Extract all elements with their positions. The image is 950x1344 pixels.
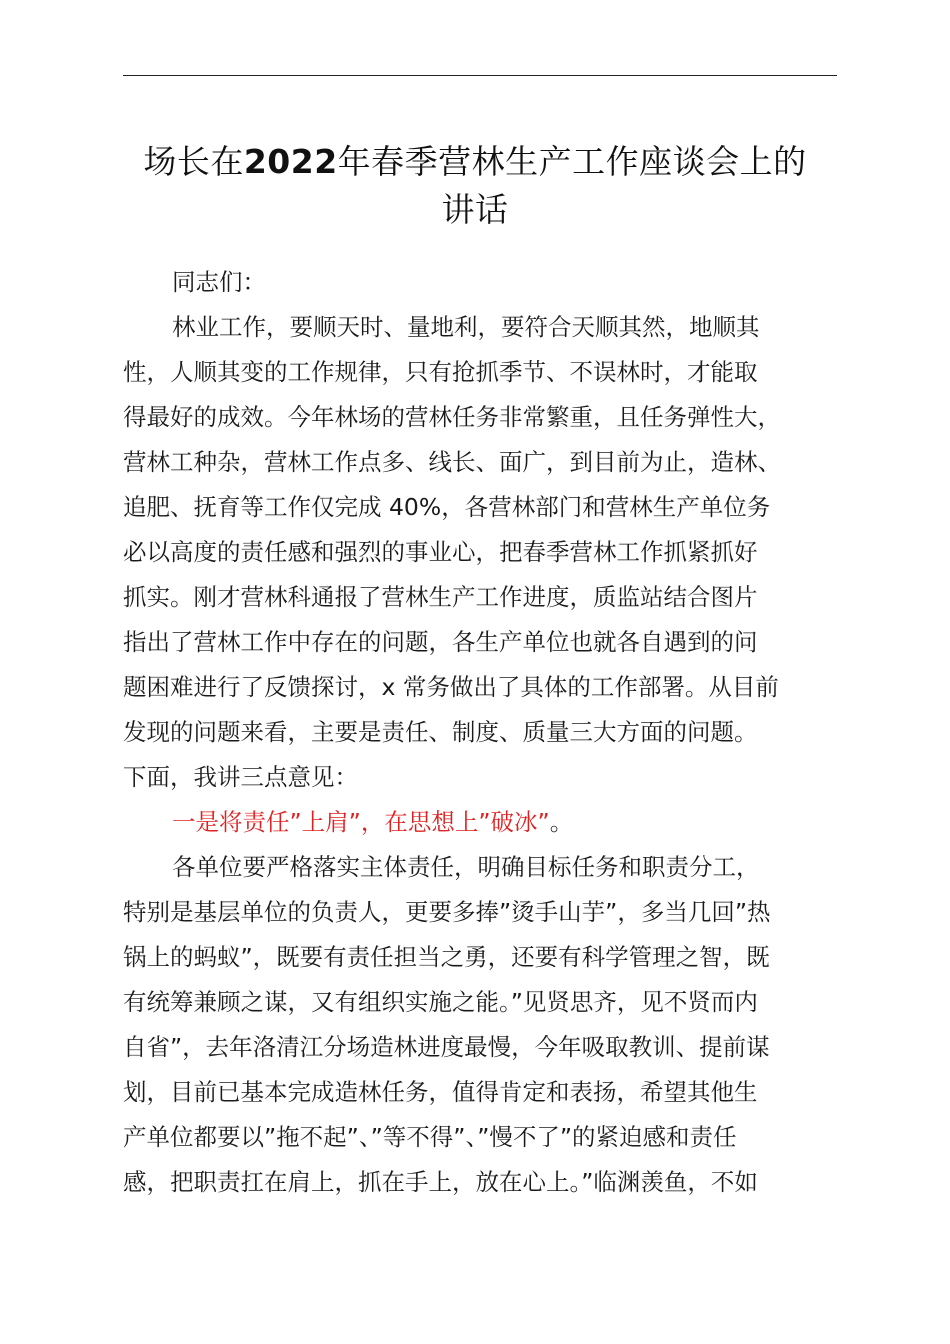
header-rule: [123, 75, 837, 76]
title-suffix: 年春季营林生产工作座谈会上的: [337, 142, 807, 181]
title-line-2: 讲话: [441, 190, 509, 229]
text-line: [123, 890, 837, 935]
line-text: 有统筹兼顾之谋，又有组织实施之能。”见贤思齐，见不贤而内: [123, 988, 758, 1016]
text-line: [123, 395, 837, 440]
text-line: [123, 1115, 837, 1160]
title-line-1: [100, 138, 850, 186]
line-text: 指出了营林工作中存在的问题，各生产单位也就各自遇到的问: [123, 628, 758, 656]
line-text: 锅上的蚂蚁”，既要有责任担当之勇，还要有科学管理之智，既: [123, 943, 770, 971]
text-line: [123, 350, 837, 395]
text-line: [123, 575, 837, 620]
line-text: 自省”，去年洛清江分场造林进度最慢，今年吸取教训、提前谋: [123, 1033, 770, 1061]
line-text: 各单位要严格落实主体责任，明确目标任务和职责分工，: [172, 853, 760, 881]
line-text: 划，目前已基本完成造林任务，值得肯定和表扬，希望其他生: [123, 1078, 758, 1106]
heading-tail: 。: [549, 808, 574, 836]
line-text: 产单位都要以”拖不起”、”等不得”、”慢不了”的紧迫感和责任: [123, 1123, 737, 1151]
line-text: 同志们：: [172, 268, 266, 296]
title-prefix: 场长在: [143, 142, 244, 181]
line-text: 营林工种杂，营林工作点多、线长、面广，到目前为止，造林、: [123, 448, 781, 476]
line-text: 得最好的成效。今年林场的营林任务非常繁重，且任务弹性大，: [123, 403, 781, 431]
text-line: [123, 530, 837, 575]
line-text: 抓实。刚才营林科通报了营林生产工作进度，质监站结合图片: [123, 583, 758, 611]
text-line: [123, 800, 837, 845]
line-text: 题困难进行了反馈探讨，x 常务做出了具体的工作部署。从目前: [123, 673, 779, 701]
title-year: 2022: [243, 142, 338, 181]
line-text: 下面，我讲三点意见：: [123, 763, 358, 791]
text-line: [123, 260, 837, 305]
line-text: 追肥、抚育等工作仅完成 40%，各营林部门和营林生产单位务: [123, 493, 771, 521]
text-line: [123, 710, 837, 755]
line-text: 必以高度的责任感和强烈的事业心，把春季营林工作抓紧抓好: [123, 538, 758, 566]
text-line: [123, 620, 837, 665]
section-heading: 一是将责任”上肩”，在思想上”破冰”: [172, 808, 550, 836]
document-body: [123, 260, 837, 1205]
text-line: [123, 485, 837, 530]
text-line: [123, 845, 837, 890]
text-line: [123, 1160, 837, 1205]
text-line: [123, 665, 837, 710]
text-line: [123, 305, 837, 350]
document-title: [100, 138, 850, 234]
line-text: 发现的问题来看，主要是责任、制度、质量三大方面的问题。: [123, 718, 758, 746]
text-line: [123, 980, 837, 1025]
text-line: [123, 1025, 837, 1070]
text-line: [123, 440, 837, 485]
text-line: [123, 755, 837, 800]
line-text: 性，人顺其变的工作规律，只有抢抓季节、不误林时，才能取: [123, 358, 758, 386]
text-line: [123, 1070, 837, 1115]
line-text: 感，把职责扛在肩上，抓在手上，放在心上。”临渊羡鱼，不如: [123, 1168, 758, 1196]
text-line: [123, 935, 837, 980]
line-text: 林业工作，要顺天时、量地利，要符合天顺其然，地顺其: [172, 313, 760, 341]
line-text: 特别是基层单位的负责人，更要多捧”烫手山芋”，多当几回”热: [123, 898, 771, 926]
